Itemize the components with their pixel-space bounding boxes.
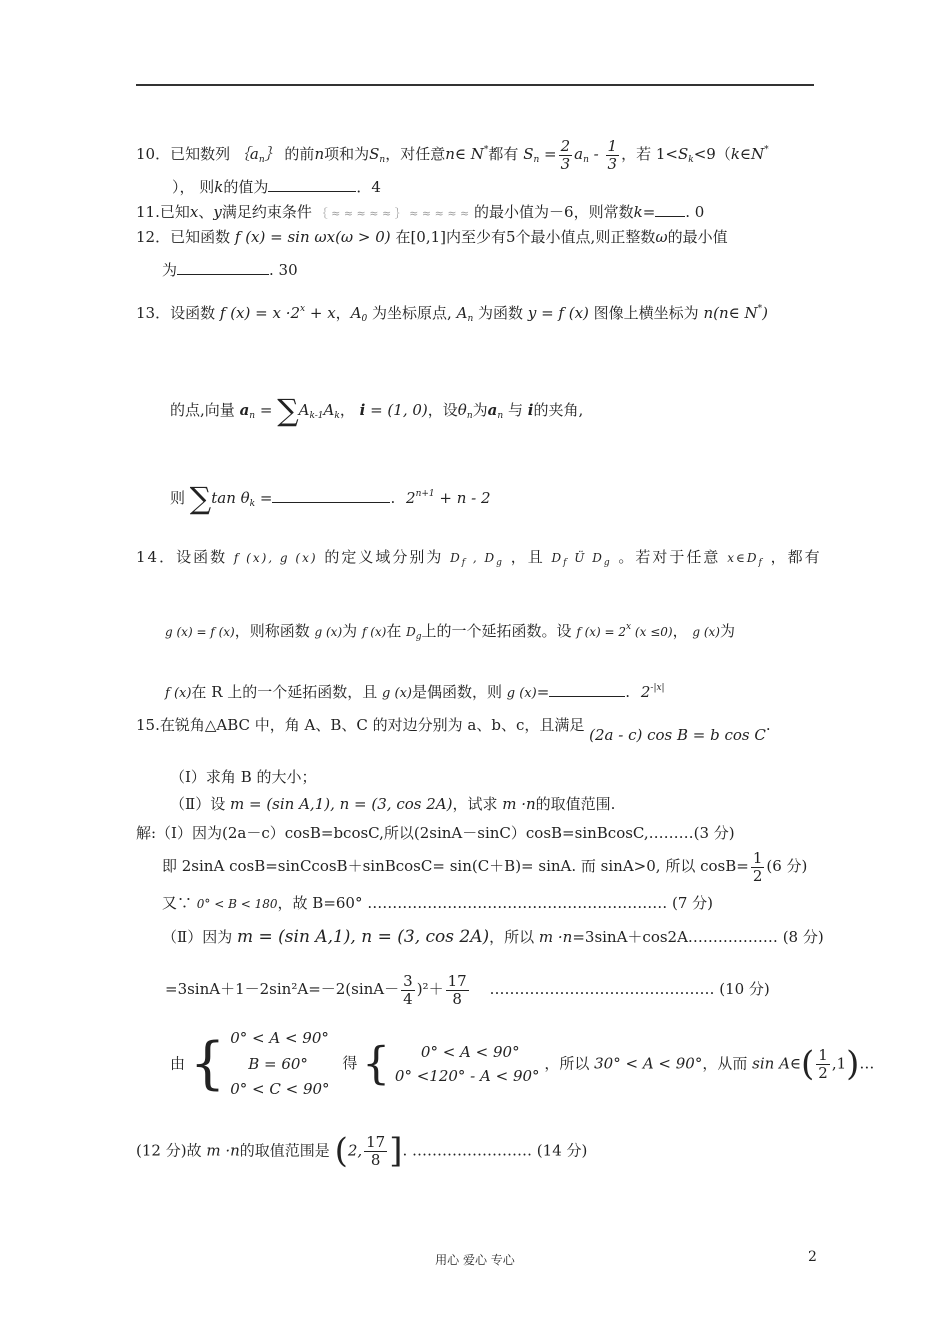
answer-blank <box>272 502 390 503</box>
question-10-line1: 10．已知数列 $\{a_n\}$ 的前n项和为$S_n$，对任意n∈ N*都有 $S_n$ = $\frac{2}{3}$ $a_n$ - $\frac{1}{3}$ ，若 $1<S_k<9(k\in N^*$ <box>136 137 769 173</box>
answer-blank <box>268 191 356 192</box>
question-13-line3: 则 ∑tan $\theta_k$ = . $2^{n+1} + n - 2$ <box>170 481 491 516</box>
system-2: 0° < A < 90° 0° <120° - A < 90° <box>394 1043 540 1086</box>
question-11: 11.已知x、y满足约束条件 ｛ ≈ ≈ ≈ ≈ ≈ ｝ ≈ ≈ ≈ ≈ ≈ 的最小值为－6，则常数k= . 0 <box>136 203 705 221</box>
q15-part2: （Ⅱ）设 m = (sin A,1), n = (3, cos 2A)，试求 m ·n的取值范围. <box>170 795 616 813</box>
formula-sn: $S_n$ = $\frac{2}{3}$ $a_n$ - $\frac{1}{3}$ <box>523 137 618 173</box>
page-number: 2 <box>808 1249 817 1265</box>
answer-blank <box>177 274 269 275</box>
question-12-line1: 12．已知函数 f (x) = sin ωx(ω > 0) 在[0,1]内至少有5个最小值点,则正整数ω的最小值 <box>136 228 728 246</box>
solution-step4: （Ⅱ）因为 m = (sin A,1), n = (3, cos 2A)，所以 m ·n=3sinA＋cos2A……………… (8 分) <box>162 927 824 947</box>
solution-step5: =3sinA＋1－2sin²A=－2(sinA－ $\frac{3}{4}$ )²＋ $\frac{17}{8}$ ……………………………………… (10 分) <box>165 972 770 1008</box>
footer-text: 用心 爱心 专心 <box>435 1253 515 1267</box>
question-10-line2: ）， 则k的值为 ．4 <box>172 178 381 196</box>
question-14-line2: g (x) = f (x)，则称函数 g (x)为 f (x)在 $D_g$上的一个延拓函数。设 f $(x) = 2^x$ (x ≤0)， g (x)为 <box>165 622 735 642</box>
seq-a-n: $\{a_n\}$ <box>234 145 280 165</box>
solution-step1: 解:（Ⅰ）因为(2a－c）cosB=bcosC,所以(2sinA－sinC）cosB=sinBcosC,………(3 分) <box>136 824 735 842</box>
question-14-line3: f (x)在 R 上的一个延拓函数，且 g (x)是偶函数，则 g (x)= . $2^{-|x|}$ <box>165 683 665 701</box>
solution-step6: 由 { 0° < A < 90° B = 60° 0° < C < 90° 得 { 0° < A < 90° 0° <120° - A < 90° ，所以 30° < A < 90°，从而 sin A∈( $\frac{1}{2}$ ,1)… <box>170 1026 874 1103</box>
solution-step2: 即 2sinA cosB=sinCcosB＋sinBcosC= sin(C＋B)= sinA. 而 sinA>0, 所以 cosB= $\frac{1}{2}$ (6 分) <box>162 849 808 885</box>
constraint-system-faded: ｛ ≈ ≈ ≈ ≈ ≈ ｝ ≈ ≈ ≈ ≈ ≈ <box>316 207 470 220</box>
solution-step7: (12 分)故 m ·n的取值范围是 (2, $\frac{17}{8}$ ]. …………………… (14 分) <box>136 1131 588 1171</box>
question-13-line2: 的点,向量 $a_n = \sum A_{k-1}A_k$， i = (1, 0)，设$\theta_n$为$a_n$ 与 i的夹角, <box>170 393 584 428</box>
system-1: 0° < A < 90° B = 60° 0° < C < 90° <box>230 1029 330 1098</box>
q15-part1: （Ⅰ）求角 B 的大小； <box>170 768 317 786</box>
question-12-line2: 为 . 30 <box>162 261 298 279</box>
solution-step3: 又∵ 0° < B < 180，故 B=60° …………………………………………………… (7 分) <box>162 894 714 912</box>
answer-blank <box>655 216 685 217</box>
formula-condition: (2a - c) cos B = b cos C <box>589 726 766 744</box>
vector-an: $a_n = \sum A_{k-1}A_k$ <box>239 393 340 428</box>
header-rule <box>136 84 814 86</box>
question-14-line1: 14．设函数 f (x), g (x) 的定义域分别为 $D_f$ , $D_g$ ，且 $D_f$ Ü $D_g$ 。若对于任意 $x\in D_f$ ，都有 <box>136 548 822 568</box>
question-13-line1: 13．设函数 f $(x) = x \cdot 2^x + x$，$A_0$ 为坐标原点, $A_n$ 为函数 y = f (x) 图像上横坐标为 n(n∈ N*) <box>136 304 768 324</box>
answer-blank <box>549 696 625 697</box>
question-15: 15.在锐角△ABC 中，角 A、B、C 的对边分别为 a、b、c，且满足 (2a - c) cos B = b cos C. <box>136 716 771 744</box>
formula-f-sin: f (x) = sin ωx(ω > 0) <box>234 228 391 246</box>
